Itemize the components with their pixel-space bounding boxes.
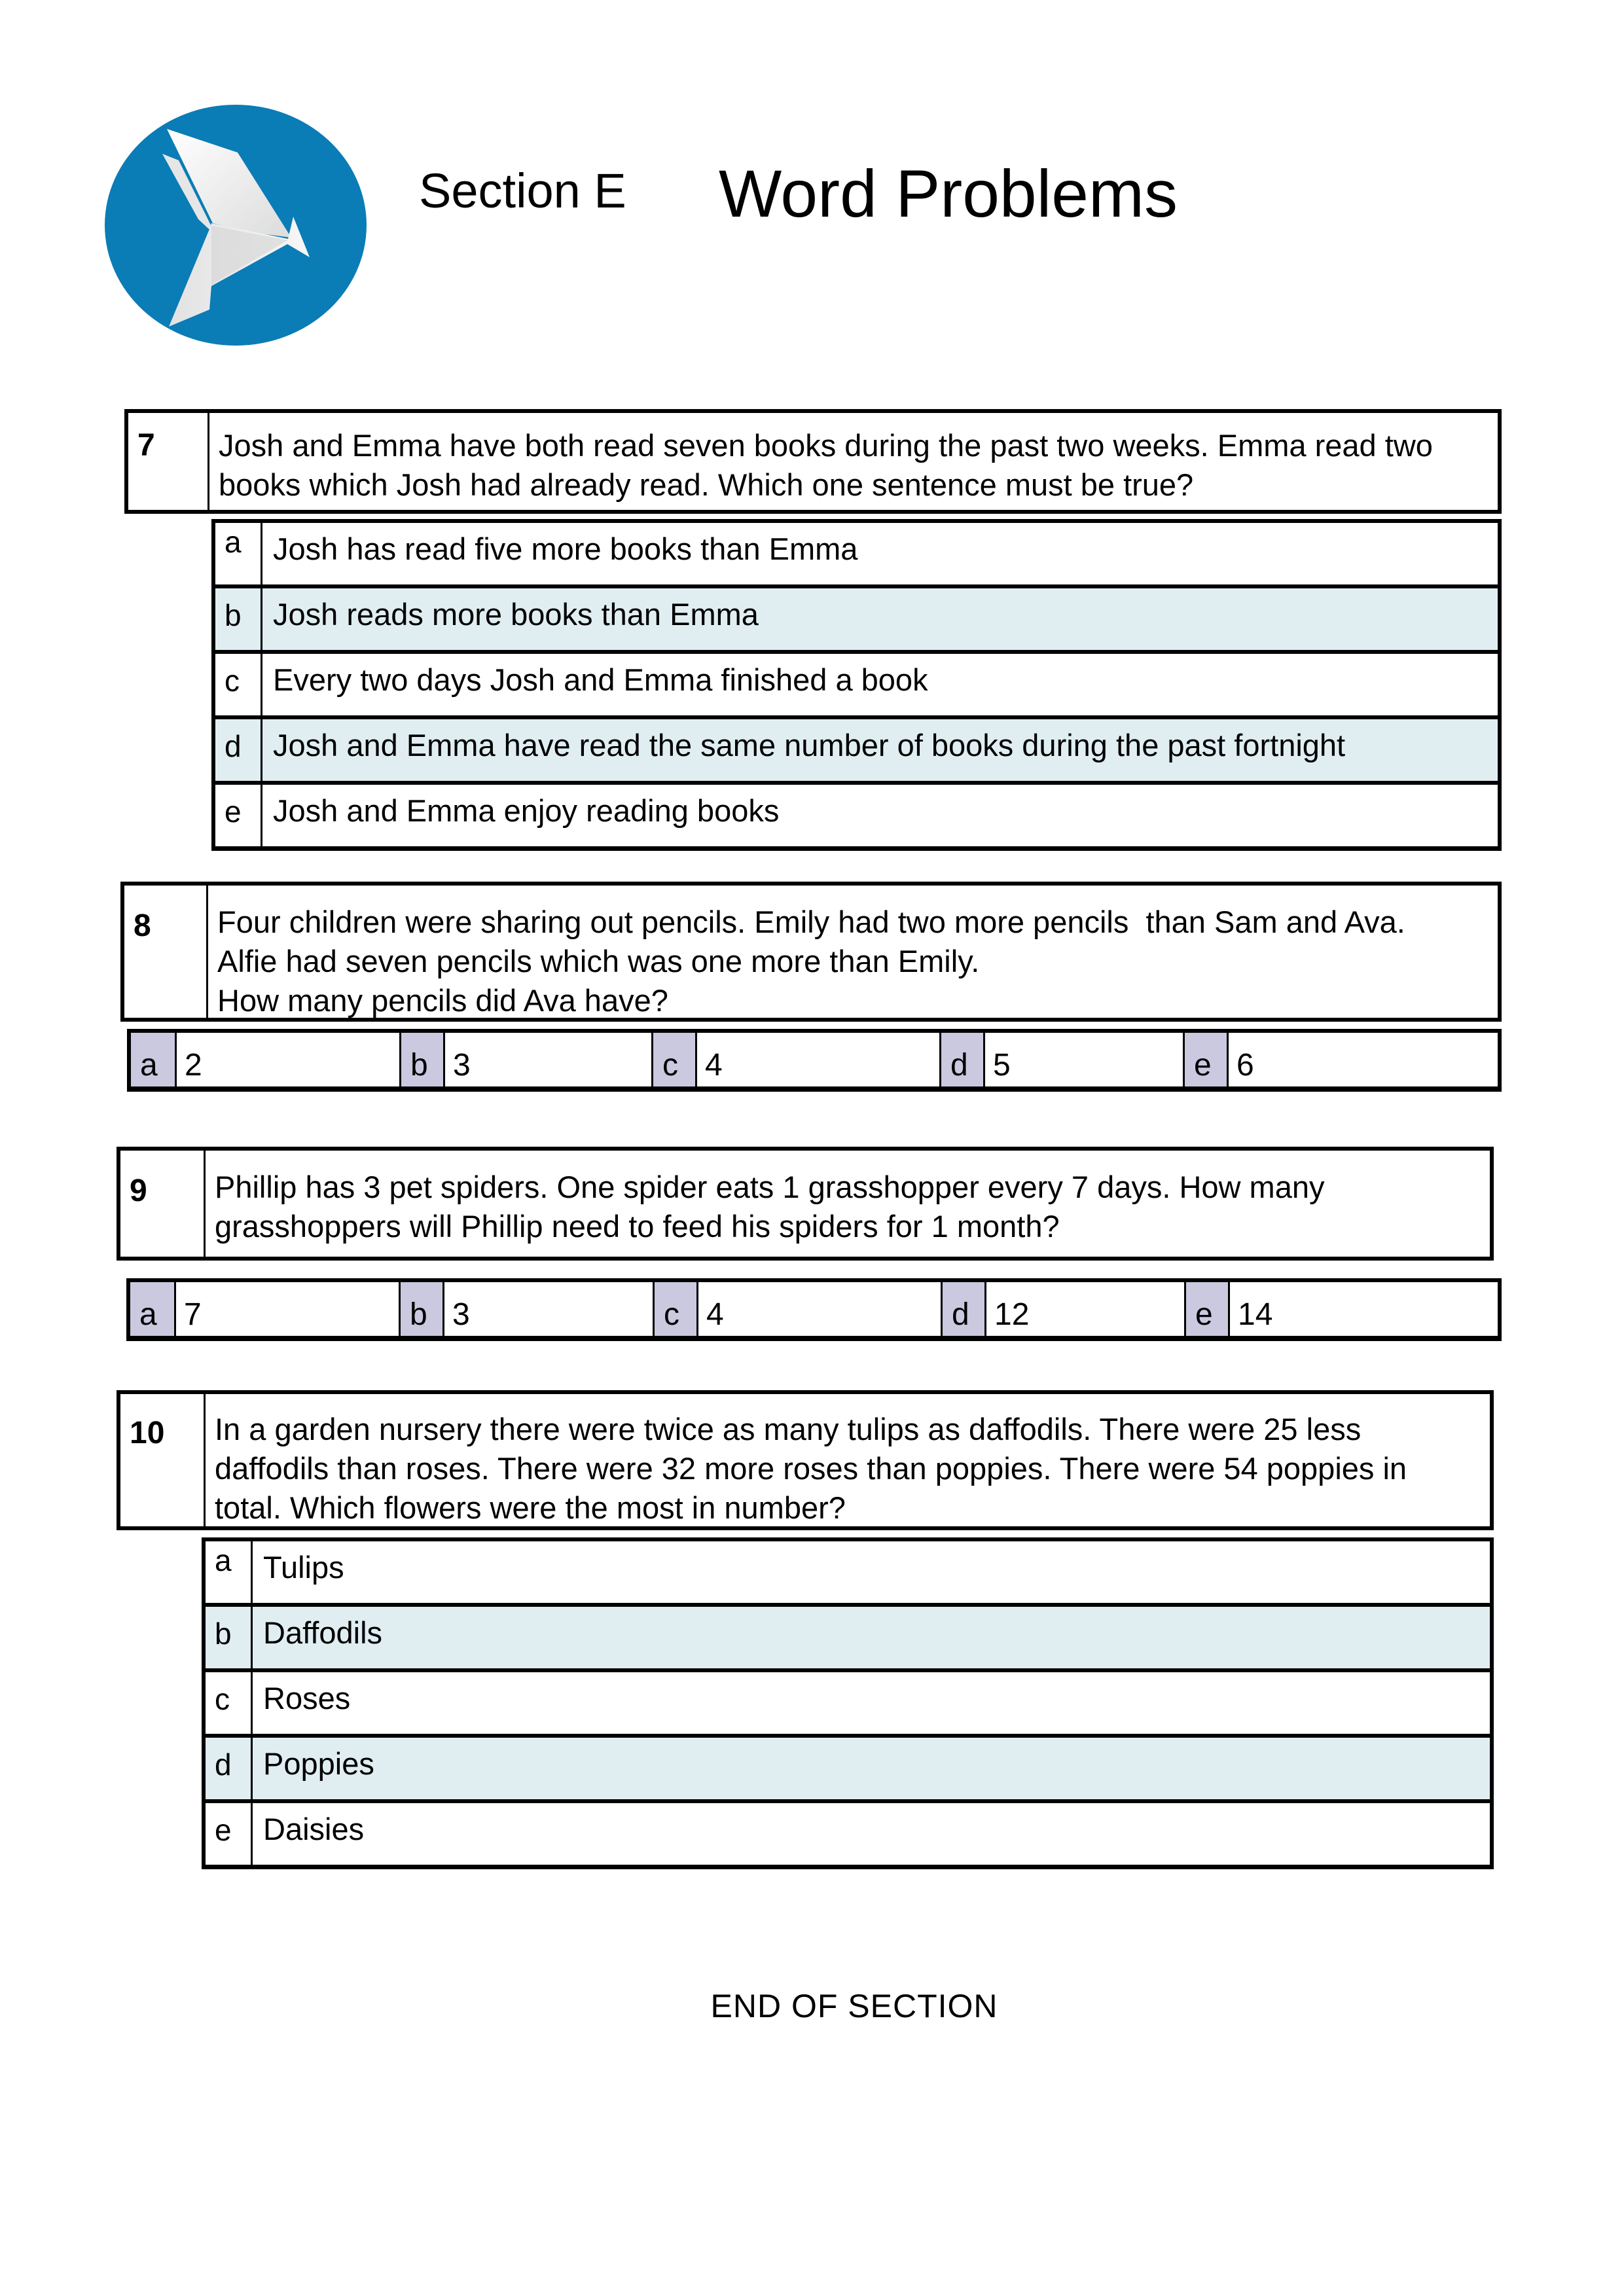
option-a[interactable] (215, 523, 1498, 584)
answer-letter: d (941, 1282, 986, 1336)
question-text (208, 886, 1498, 1018)
answer-c[interactable] (653, 1282, 941, 1336)
question-8-answers (127, 1029, 1502, 1092)
answer-value: 3 (452, 1297, 470, 1332)
option-letter: e (215, 785, 262, 846)
option-text: Tulips (263, 1550, 344, 1585)
answer-letter: a (131, 1033, 177, 1086)
option-text: Daisies (263, 1812, 365, 1846)
question-number: 7 (128, 413, 209, 510)
question-7-box (124, 409, 1502, 514)
option-d[interactable] (215, 715, 1498, 781)
option-b[interactable] (206, 1603, 1490, 1668)
answer-value: 12 (994, 1297, 1030, 1332)
answer-letter: e (1184, 1282, 1230, 1336)
answer-d[interactable] (941, 1282, 1184, 1336)
question-7-options (211, 519, 1502, 851)
answer-a[interactable] (131, 1033, 399, 1086)
answer-letter: a (130, 1282, 176, 1336)
option-text: Josh has read five more books than Emma (273, 531, 858, 566)
option-letter: d (206, 1738, 253, 1799)
section-label: Section E (419, 164, 626, 218)
option-e[interactable] (215, 781, 1498, 846)
question-text-line: How many pencils did Ava have? (217, 983, 668, 1018)
question-text: Josh and Emma have both read seven books during the past two weeks. Emma read two books which Josh had already read. Which one sentence must be true? (219, 428, 1433, 502)
option-a[interactable] (206, 1541, 1490, 1603)
answer-e[interactable] (1184, 1282, 1498, 1336)
question-number: 9 (120, 1151, 206, 1257)
answer-letter: b (399, 1282, 444, 1336)
page-title: Word Problems (719, 156, 1178, 231)
question-text-line: Alfie had seven pencils which was one more than Emily. (217, 944, 980, 978)
option-e[interactable] (206, 1799, 1490, 1865)
answer-value: 4 (705, 1048, 723, 1083)
answer-b[interactable] (399, 1282, 653, 1336)
answer-letter: d (939, 1033, 985, 1086)
answer-letter: c (651, 1033, 697, 1086)
option-text: Poppies (263, 1746, 374, 1781)
question-9-box (117, 1147, 1494, 1261)
question-text-line: Four children were sharing out pencils. Emily had two more pencils than Sam and Ava. (217, 905, 1405, 939)
option-letter: b (215, 588, 262, 650)
option-text: Every two days Josh and Emma finished a book (273, 662, 928, 697)
answer-value: 4 (706, 1297, 724, 1332)
option-letter: c (206, 1672, 253, 1734)
end-of-section-label: END OF SECTION (710, 1988, 998, 2024)
answer-value: 5 (993, 1048, 1011, 1083)
answer-value: 14 (1238, 1297, 1273, 1332)
question-8-box (120, 882, 1502, 1022)
answer-letter: e (1183, 1033, 1229, 1086)
answer-d[interactable] (939, 1033, 1183, 1086)
option-text: Josh reads more books than Emma (273, 597, 759, 632)
answer-e[interactable] (1183, 1033, 1498, 1086)
option-letter: b (206, 1607, 253, 1668)
option-letter: d (215, 719, 262, 781)
option-text: Josh and Emma have read the same number of books during the past fortnight (273, 728, 1346, 762)
answer-a[interactable] (130, 1282, 399, 1336)
answer-b[interactable] (399, 1033, 651, 1086)
question-9-answers (126, 1278, 1502, 1341)
option-letter: a (215, 523, 262, 584)
answer-value: 7 (184, 1297, 202, 1332)
option-text: Daffodils (263, 1615, 383, 1650)
option-d[interactable] (206, 1734, 1490, 1799)
option-letter: c (215, 654, 262, 715)
question-number: 10 (120, 1394, 206, 1526)
option-b[interactable] (215, 584, 1498, 650)
answer-letter: b (399, 1033, 445, 1086)
option-letter: a (206, 1541, 253, 1603)
answer-value: 3 (453, 1048, 471, 1083)
option-c[interactable] (215, 650, 1498, 715)
question-10-box (117, 1390, 1494, 1530)
option-c[interactable] (206, 1668, 1490, 1734)
question-text: Phillip has 3 pet spiders. One spider eats 1 grasshopper every 7 days. How many grasshoppers will Phillip need to feed his spiders for 1 month? (215, 1170, 1325, 1244)
answer-value: 6 (1236, 1048, 1254, 1083)
option-text: Roses (263, 1681, 351, 1715)
question-10-options (202, 1537, 1494, 1869)
answer-letter: c (653, 1282, 698, 1336)
option-letter: e (206, 1803, 253, 1865)
option-text: Josh and Emma enjoy reading books (273, 793, 780, 828)
answer-c[interactable] (651, 1033, 939, 1086)
question-text: In a garden nursery there were twice as many tulips as daffodils. There were 25 less daffodils than roses. There were 32 more roses than poppies. There were 54 poppies in total. Which flowers were the most in number? (215, 1412, 1407, 1525)
question-number: 8 (124, 886, 208, 1018)
answer-value: 2 (185, 1048, 202, 1083)
origami-bird-logo-icon (101, 101, 370, 349)
